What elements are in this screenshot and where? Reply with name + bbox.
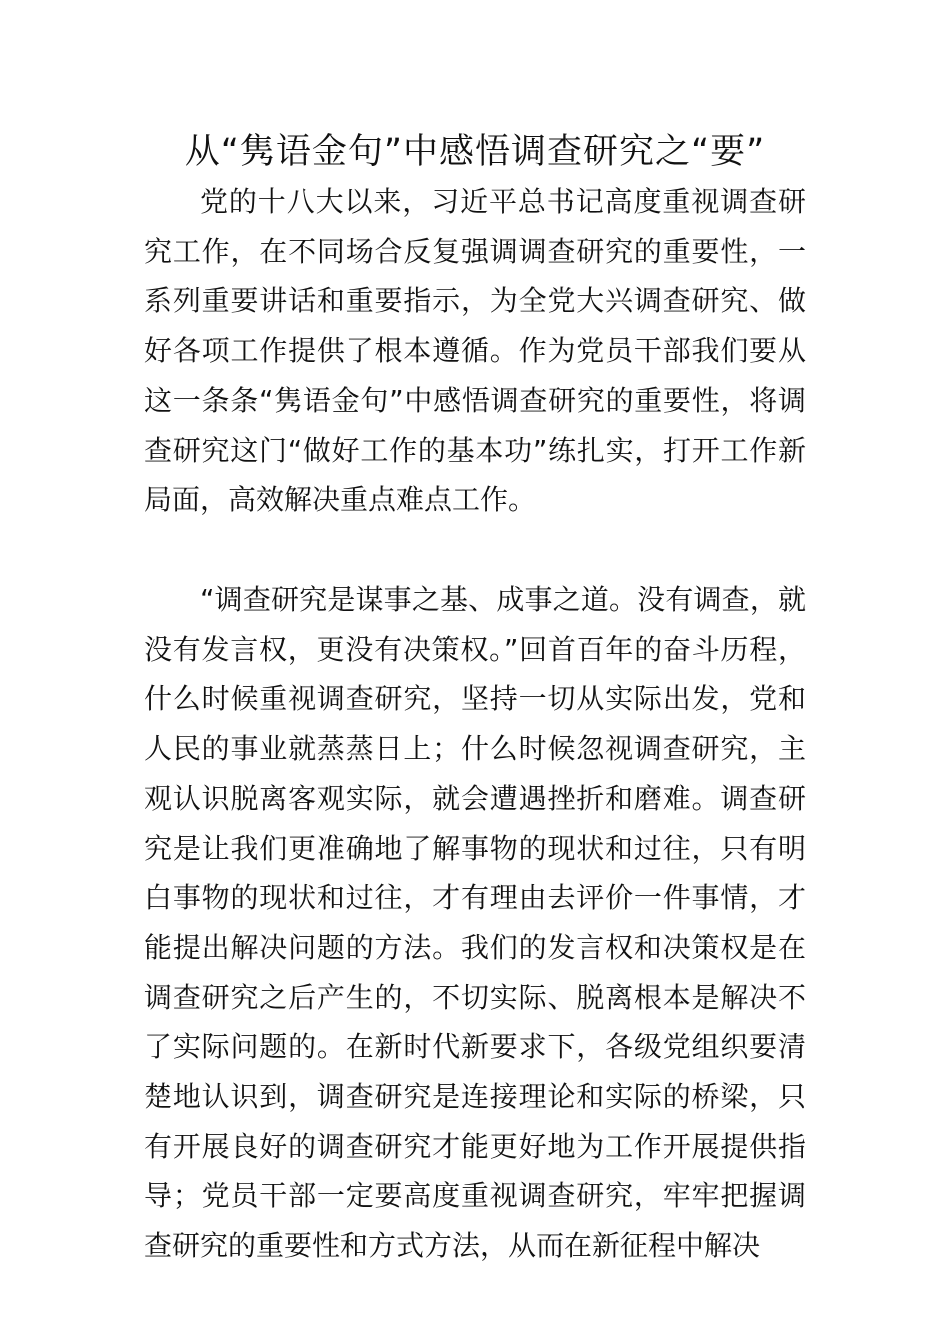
paragraph-quote: “调查研究是谋事之基、成事之道。没有调查，就没有发言权，更没有决策权。”回首百年的奋斗历程，什么时候重视调查研究，坚持一切从实际出发，党和人民的事业就蒸蒸日上；什么时候忽视调查研究，主观认识脱离客观实际，就会遭遇挫折和磨难。调查研究是让我们更准确地了解事物的现状和过往，只有明白事物的现状和过往，才有理由去评价一件事情，才能提出解决问题的方法。我们的发言权和决策权是在调查研究之后产生的，不切实际、脱离根本是解决不了实际问题的。在新时代新要求下，各级党组织要清楚地认识到，调查研究是连接理论和实际的桥梁，只有开展良好的调查研究才能更好地为工作开展提供指导；党员干部一定要高度重视调查研究，牢牢把握调查研究的重要性和方式方法，从而在新征程中解决 <box>144 583 806 1263</box>
paragraph-intro: 党的十八大以来，习近平总书记高度重视调查研究工作，在不同场合反复强调调查研究的重要性，一系列重要讲话和重要指示，为全党大兴调查研究、做好各项工作提供了根本遵循。作为党员干部我们要从这一条条“隽语金句”中感悟调查研究的重要性，将调查研究这门“做好工作的基本功”练扎实，打开工作新局面，高效解决重点难点工作。 <box>144 185 806 517</box>
document-title: 从“隽语金句”中感悟调查研究之“要” <box>184 132 766 172</box>
